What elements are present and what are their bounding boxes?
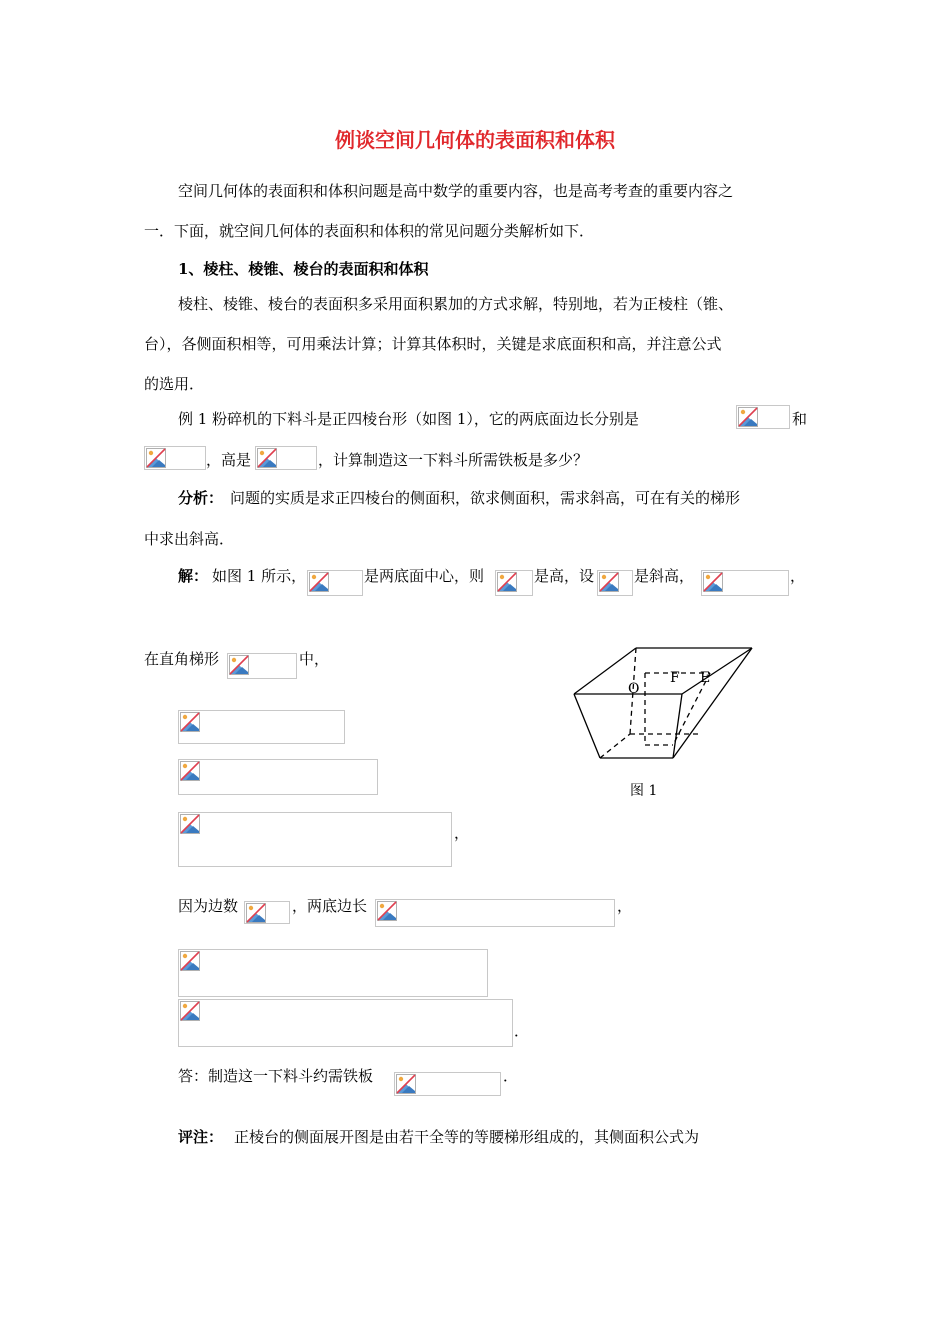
analysis-line-2: 中求出斜高． <box>144 530 235 548</box>
section-paragraph-line-2: 台），各侧面积相等，可用乘法计算；计算其体积时，关键是求底面积和高，并注意公式 <box>144 335 722 353</box>
analysis-line-1: 问题的实质是求正四棱台的侧面积，欲求侧面积，需求斜高，可在有关的梯形 <box>230 489 741 507</box>
solution-text-1: 如图 1 所示， <box>212 567 307 585</box>
solution-zhong: 中， <box>299 650 330 668</box>
frustum-figure <box>560 638 780 768</box>
solution-label: 解： <box>178 567 209 585</box>
solution-edges-text: 因为边数 <box>178 897 239 915</box>
formula-image <box>178 759 378 795</box>
example-question: ，计算制造这一下料斗所需铁板是多少？ <box>318 451 589 469</box>
solution-comma-2: ， <box>454 824 470 842</box>
formula-image <box>255 446 317 470</box>
formula-image <box>178 949 488 997</box>
example-and: 和 <box>792 410 808 428</box>
answer-end: ． <box>503 1067 519 1085</box>
comment-text: 正棱台的侧面展开图是由若干全等的等腰梯形组成的，其侧面积公式为 <box>234 1128 700 1146</box>
figure-caption: 图 1 <box>630 783 658 799</box>
comment-label: 评注： <box>178 1128 224 1146</box>
formula-image <box>394 1072 501 1096</box>
formula-image <box>597 570 633 596</box>
example-line-1: 例 1 粉碎机的下料斗是正四棱台形（如图 1），它的两底面边长分别是 <box>178 410 639 428</box>
formula-image <box>178 999 513 1047</box>
formula-image <box>244 901 290 924</box>
figure-label-e: E <box>700 670 711 686</box>
formula-image <box>227 653 297 679</box>
solution-text-4: 是斜高， <box>634 567 695 585</box>
solution-base-edges-text: ，两底边长 <box>292 897 368 915</box>
formula-image <box>736 405 790 429</box>
solution-comma-3: ， <box>617 897 633 915</box>
formula-image <box>701 570 789 596</box>
section-heading: 1、棱柱、棱锥、棱台的表面积和体积 <box>178 260 429 278</box>
example-height-text: ，高是 <box>206 451 252 469</box>
formula-image <box>178 812 452 867</box>
solution-text-2: 是两底面中心，则 <box>364 567 485 585</box>
section-paragraph-line-3: 的选用． <box>144 375 205 393</box>
page-title: 例谈空间几何体的表面积和体积 <box>335 128 615 152</box>
formula-image <box>375 899 615 927</box>
answer-text: 答：制造这一下料斗约需铁板 <box>178 1067 374 1085</box>
figure-label-f: F <box>670 670 680 686</box>
figure-label-o: O <box>628 681 640 697</box>
formula-image <box>144 446 206 470</box>
solution-period: ． <box>514 1022 530 1040</box>
intro-line-1: 空间几何体的表面积和体积问题是高中数学的重要内容，也是高考考查的重要内容之 <box>178 182 734 200</box>
section-paragraph-line-1: 棱柱、棱锥、棱台的表面积多采用面积累加的方式求解，特别地，若为正棱柱（锥、 <box>178 295 734 313</box>
solution-text-3: 是高，设 <box>534 567 595 585</box>
solution-comma: ， <box>790 567 806 585</box>
formula-image <box>495 570 533 596</box>
formula-image <box>178 710 345 744</box>
formula-image <box>307 570 363 596</box>
analysis-label: 分析： <box>178 489 224 507</box>
intro-line-2: 一．下面，就空间几何体的表面积和体积的常见问题分类解析如下． <box>144 222 595 240</box>
solution-trapezoid-text: 在直角梯形 <box>144 650 220 668</box>
